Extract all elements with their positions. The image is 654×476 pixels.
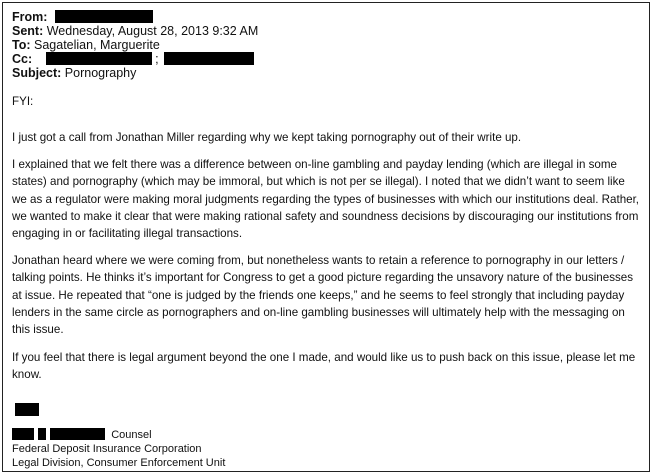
from-label: From: [12, 10, 48, 24]
redaction-box [50, 428, 105, 440]
greeting: FYI: [12, 95, 34, 108]
to-row [12, 38, 160, 52]
body-paragraph: Jonathan heard where we were coming from, but nonetheless wants to retain a reference to pornography in our letters / talking points. He thinks it’s important for Congress to get a good picture regarding the unsavory nature of the businesses at issue. He repeated that “one is judged by the friends one keeps,” and he seems to feel strongly that including payday lenders in the same circle as pornographers and on-line gambling businesses will ultimately help with the messaging on this issue. [12, 254, 634, 337]
cc-separator: ; [155, 52, 159, 66]
redaction-box [12, 428, 34, 440]
redaction-box [164, 52, 254, 65]
signoff-redaction [15, 403, 39, 416]
redaction-box [38, 428, 46, 440]
body-paragraph: I explained that we felt there was a difference between on-line gambling and payday lending (which are illegal in some states) and pornography (which may be immoral, but which is not per se illegal). I noted that we didn’t want to seem like we as a regulator were making moral judgments regarding the types of businesses with which our institutions deal. Rather, we wanted to make it clear that were making rational safety and soundness decisions by discouraging our institutions from engaging in or facilitating illegal transactions. [12, 158, 640, 241]
from-row [12, 10, 153, 24]
subject-label: Subject: [12, 66, 62, 80]
signature-unit: Legal Division, Consumer Enforcement Unit [12, 457, 226, 469]
body-paragraph: If you feel that there is legal argument beyond the one I made, and would like us to push back on this issue, please let me know. [12, 351, 636, 382]
subject-value: Pornography [64, 66, 137, 80]
cc-label: Cc: [12, 52, 33, 66]
signature-title: Counsel [111, 429, 152, 441]
redaction-box [46, 52, 152, 65]
sent-label: Sent: [12, 24, 44, 38]
subject-row [12, 66, 136, 80]
signature-title-row [12, 428, 152, 442]
signature-org: Federal Deposit Insurance Corporation [12, 443, 202, 455]
body-paragraph: I just got a call from Jonathan Miller regarding why we kept taking pornography out of their write up. [12, 131, 522, 144]
sent-row [12, 24, 258, 38]
cc-row [12, 52, 254, 66]
to-value: Sagatelian, Marguerite [34, 38, 160, 52]
redaction-box [55, 10, 153, 23]
sent-value: Wednesday, August 28, 2013 9:32 AM [46, 24, 259, 38]
to-label: To: [12, 38, 31, 52]
